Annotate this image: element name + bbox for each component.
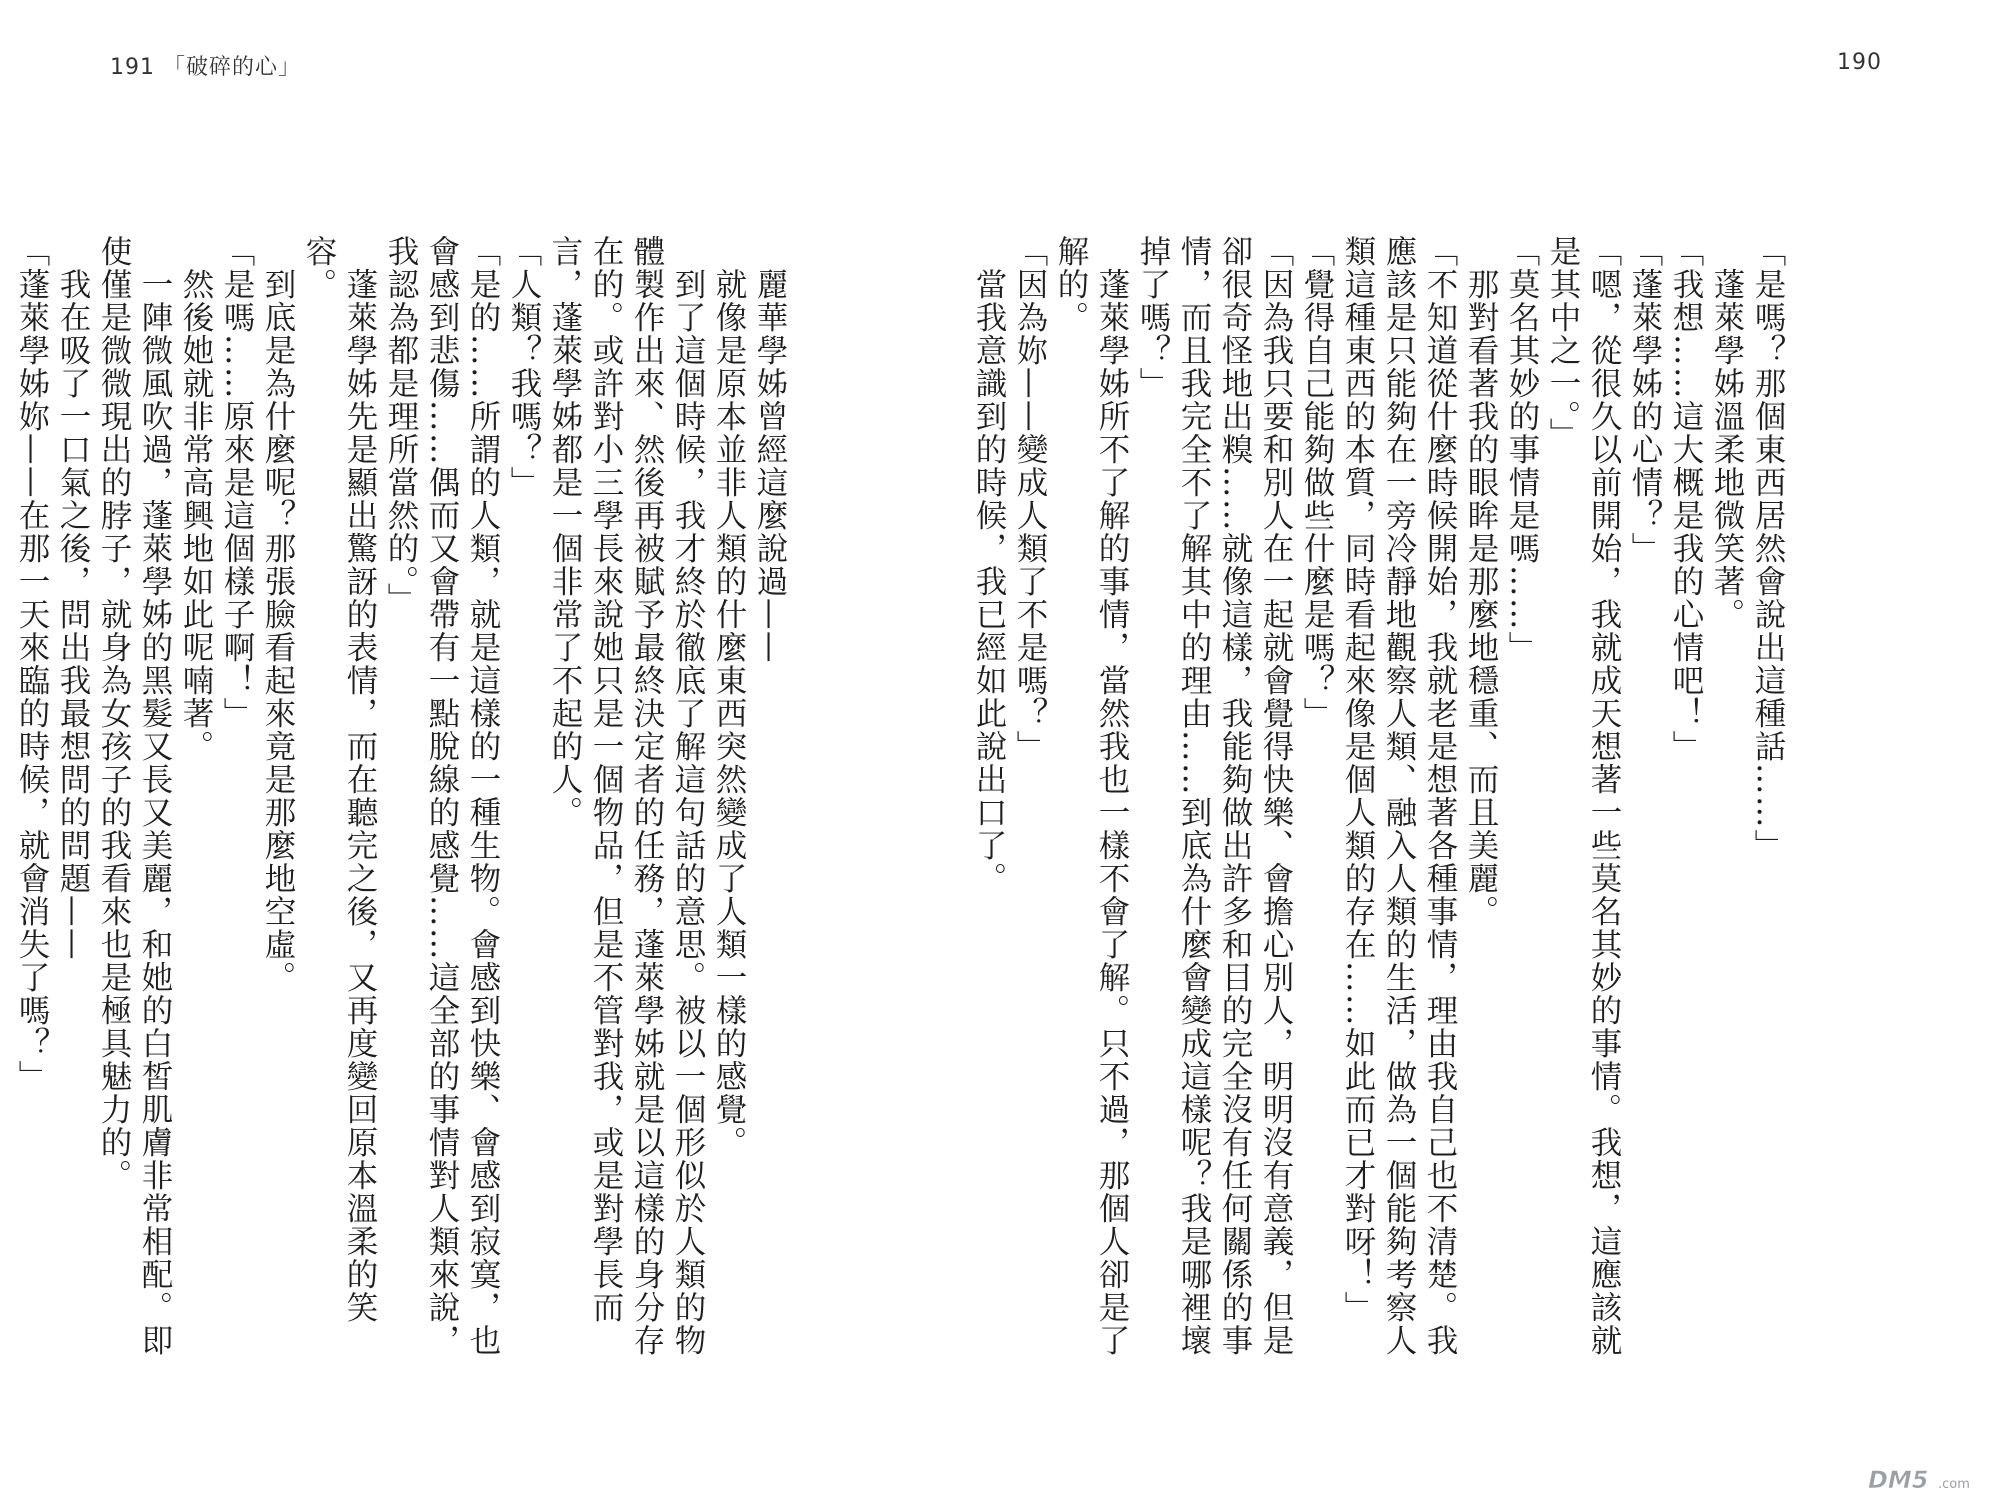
left-page-running-header: 191 「破碎的心」 — [110, 55, 301, 80]
paragraph: 當我意識到的時候，我已經如此說出口了。 — [971, 235, 1007, 895]
paragraph: 「蓬萊學姊妳——在那一天來臨的時候，就會消失了嗎？」 — [14, 235, 50, 1093]
dm5-watermark-logo — [1866, 1464, 1986, 1494]
paragraph: 蓬萊學姊先是顯出驚訝的表情，而在聽完之後，又再度變回原本溫柔的笑容。 — [301, 235, 378, 1324]
left-page-body — [14, 235, 790, 1380]
paragraph: 蓬萊學姊溫柔地微笑著。 — [1709, 235, 1745, 631]
paragraph: 「嗯，從很久以前開始，我就成天想著一些莫名其妙的事情。我想，這應該就是其中之一。」 — [1545, 235, 1622, 1357]
paragraph: 就像是原本並非人類的什麼東西突然變成了人類一樣的感覺。 — [711, 235, 747, 1159]
paragraph: 「是嗎？那個東西居然會說出這種話……」 — [1750, 235, 1786, 862]
paragraph: 我在吸了一口氣之後，問出我最想問的問題—— — [55, 235, 91, 961]
paragraph: 蓬萊學姊所不了解的事情，當然我也一樣不會了解。只不過，那個人卻是了解的。 — [1053, 235, 1130, 1357]
watermark-suffix: .com — [1938, 1477, 1970, 1492]
paragraph: 麗華學姊曾經這麼說過—— — [752, 235, 788, 664]
right-page-number: 190 — [1837, 50, 1882, 75]
paragraph: 那對看著我的眼眸是那麼地穩重、而且美麗。 — [1463, 235, 1499, 928]
paragraph: 然後她就非常高興地如此呢喃著。 — [178, 235, 214, 763]
paragraph: 一陣微風吹過，蓬萊學姊的黑髮又長又美麗，和她的白皙肌膚非常相配。即使僅是微微現出的脖子，就身為女孩子的我看來也是極具魅力的。 — [96, 235, 173, 1357]
paragraph: 到底是為什麼呢？那張臉看起來竟是那麼地空虛。 — [260, 235, 296, 994]
paragraph: 「蓬萊學姊的心情？」 — [1627, 235, 1663, 565]
right-page-body — [971, 235, 1788, 1380]
paragraph: 到了這個時候，我才終於徹底了解這句話的意思。被以一個形似於人類的物體製作出來、然後再被賦予最終決定者的任務，蓬萊學姊就是以這樣的身分存在的。或許對小三學長來說她只是一個物品，但是不管對我，或是對學長而言，蓬萊學姊都是一個非常了不起的人。 — [547, 235, 706, 1357]
paragraph: 「莫名其妙的事情是嗎……」 — [1504, 235, 1540, 664]
paragraph: 「是嗎……原來是這個樣子啊！」 — [219, 235, 255, 730]
paragraph: 「因為妳——變成人類了不是嗎？」 — [1012, 235, 1048, 763]
page-gutter — [1000, 150, 1001, 1400]
paragraph: 「是的……所謂的人類，就是這樣的一種生物。會感到快樂、會感到寂寞，也會感到悲傷……偶而又會帶有一點脫線的感覺……這全部的事情對人類來說，我認為都是理所當然的。」 — [383, 235, 501, 1357]
paragraph: 「覺得自己能夠做些什麼是嗎？」 — [1299, 235, 1335, 730]
watermark-logo-icon — [1866, 1464, 1986, 1494]
watermark-text: DM5 — [1868, 1466, 1929, 1494]
paragraph: 「人類？我嗎？」 — [506, 235, 542, 499]
paragraph: 「我想……這大概是我的心情吧！」 — [1668, 235, 1704, 763]
paragraph: 「不知道從什麼時候開始，我就老是想著各種事情，理由我自己也不清楚。我應該是只能夠在一旁冷靜地觀察人類、融入人類的生活，做為一個能夠考察人類這種東西的本質，同時看起來像是個人類的存在……如此而已才對呀！」 — [1340, 235, 1458, 1357]
paragraph: 「因為我只要和別人在一起就會覺得快樂、會擔心別人，明明沒有意義，但是卻很奇怪地出糗……就像這樣，我能夠做出許多和目的完全沒有任何關係的事情，而且我完全不了解其中的理由……到底為什麼會變成這樣呢？我是哪裡壞掉了嗎？」 — [1135, 235, 1294, 1357]
